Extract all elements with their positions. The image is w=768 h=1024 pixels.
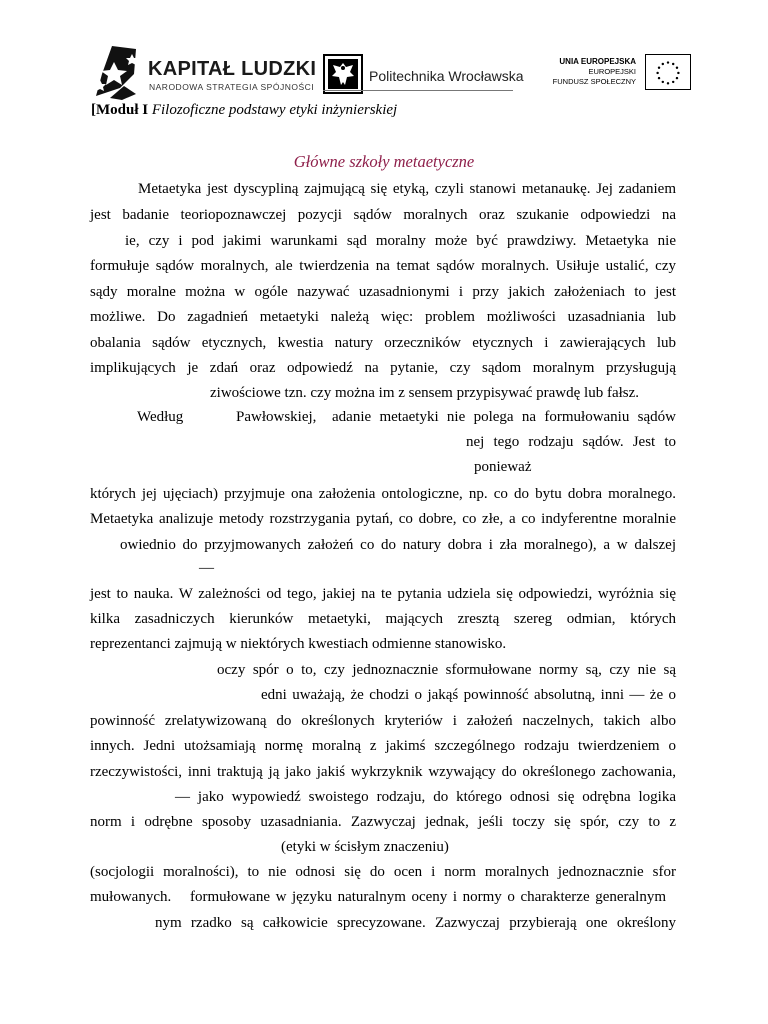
text-line: Metaetyka jest dyscypliną zajmującą się etyką, czyli stanowi metanaukę. Jej zadaniem — [138, 181, 676, 197]
text-line: formułowane w języku naturalnym oceny i normy o charakterze generalnym — [190, 889, 666, 905]
eu-caption-line: EUROPEJSKI — [588, 67, 636, 76]
text-line: owiednio do przyjmowanych założeń co do natury dobra i zła moralnego), a w dalszej — [120, 537, 676, 553]
text-line: Według — [137, 409, 184, 425]
text-line: norm i odrębne sposoby uzasadniania. Zazwyczaj jednak, jeśli toczy się spór, czy to z — [90, 814, 676, 830]
eu-flag-icon — [645, 54, 691, 90]
text-line: (etyki w ścisłym znaczeniu) — [281, 839, 449, 855]
text-line: których jej ujęciach) przyjmuje ona założenia ontologiczne, np. co do bytu dobra moralnego. — [90, 486, 676, 502]
text-line: adanie metaetyki nie polega na formułowaniu sądów — [332, 409, 676, 425]
text-line: Metaetyka analizuje metody rozstrzygania pytań, co dobre, co złe, a co indyferentne moralnie — [90, 511, 676, 527]
text-line: — — [199, 560, 214, 576]
text-line: ziwościowe tzn. czy można im z sensem przypisywać prawdę lub fałsz. — [210, 385, 640, 401]
eu-caption — [536, 57, 636, 87]
text-line: Pawłowskiej, — [236, 409, 317, 425]
text-line: ponieważ — [474, 459, 532, 475]
politechnika-underline — [323, 90, 513, 91]
kapital-ludzki-subtitle: NARODOWA STRATEGIA SPÓJNOŚCI — [149, 82, 315, 92]
text-line: rzeczywistości, inni traktują ją jako jakiś wykrzyknik wzywający do określonego zachowania, — [90, 764, 676, 780]
text-line: kilka zasadniczych kierunków metaetyki, mających zresztą szereg odmian, których — [90, 611, 676, 627]
text-line: powinność zrelatywizowaną do określonych kryteriów i założeń naczelnych, takich albo — [90, 713, 676, 729]
text-line: jest to nauka. W zależności od tego, jakiej na te pytania udziela się odpowiedzi, wyróżnia się — [90, 586, 676, 602]
text-line: edni uważają, że chodzi o jakąś powinność absolutną, inni — że o — [261, 687, 676, 703]
text-line: sądy moralne można w ogóle nazywać uzasadnionymi i przy jakich założeniach to jest — [90, 284, 676, 300]
text-line: możliwe. Do zagadnień metaetyki należą więc: problem możliwości uzasadniania lub — [90, 309, 676, 325]
eagle-crest-icon — [323, 54, 363, 94]
text-line: ie, czy i pod jakimi warunkami sąd moralny może być prawdziwy. Metaetyka nie — [125, 233, 676, 249]
text-line: reprezentanci zajmują w niektórych kwestiach odmienne stanowisko. — [90, 636, 507, 652]
module-prefix: [Moduł I — [91, 102, 152, 118]
page-header — [0, 0, 768, 100]
document-title: Główne szkoły metaetyczne — [293, 152, 475, 171]
kapital-ludzki-logo-icon — [92, 44, 152, 102]
text-line: nym rzadko są całkowicie sprecyzowane. Zazwyczaj przybierają one określony — [155, 915, 676, 931]
politechnika-name: Politechnika Wrocławska — [369, 68, 524, 84]
text-line: jest badanie teoriopoznawczej pozycji sądów moralnych oraz szukanie odpowiedzi na — [90, 207, 676, 223]
text-line: formułuje sądów moralnych, ale twierdzenia na temat sądów moralnych. Usiłuje ustalić, czy — [90, 258, 676, 274]
text-line: mułowanych. — [90, 889, 172, 905]
text-line: oczy spór o to, czy jednoznacznie sformułowane normy są, czy nie są — [217, 662, 676, 678]
eu-caption-line: FUNDUSZ SPOŁECZNY — [552, 77, 636, 86]
text-line: nej tego rodzaju sądów. Jest to — [466, 434, 676, 450]
text-line: implikujących je zdań oraz odpowiedź na pytanie, czy sądom moralnym przysługują — [90, 360, 676, 376]
text-line: innych. Jedni utożsamiają normę moralną z jakimś szczególnego rodzaju twierdzeniem o — [90, 738, 676, 754]
kapital-ludzki-title: KAPITAŁ LUDZKI — [148, 58, 317, 80]
text-line: — jako wypowiedź swoistego rodzaju, do którego odnosi się odrębna logika — [175, 789, 676, 805]
text-line: (socjologii moralności), to nie odnosi się do ocen i norm moralnych jednoznacznie sfor — [90, 864, 676, 880]
module-heading — [91, 102, 397, 119]
text-line: obalania sądów etycznych, kwestia natury orzeczników etycznych i zawierających lub — [90, 335, 676, 351]
module-title: Filozoficzne podstawy etyki inżynierskiej — [151, 102, 398, 118]
eu-caption-line: UNIA EUROPEJSKA — [559, 57, 636, 66]
